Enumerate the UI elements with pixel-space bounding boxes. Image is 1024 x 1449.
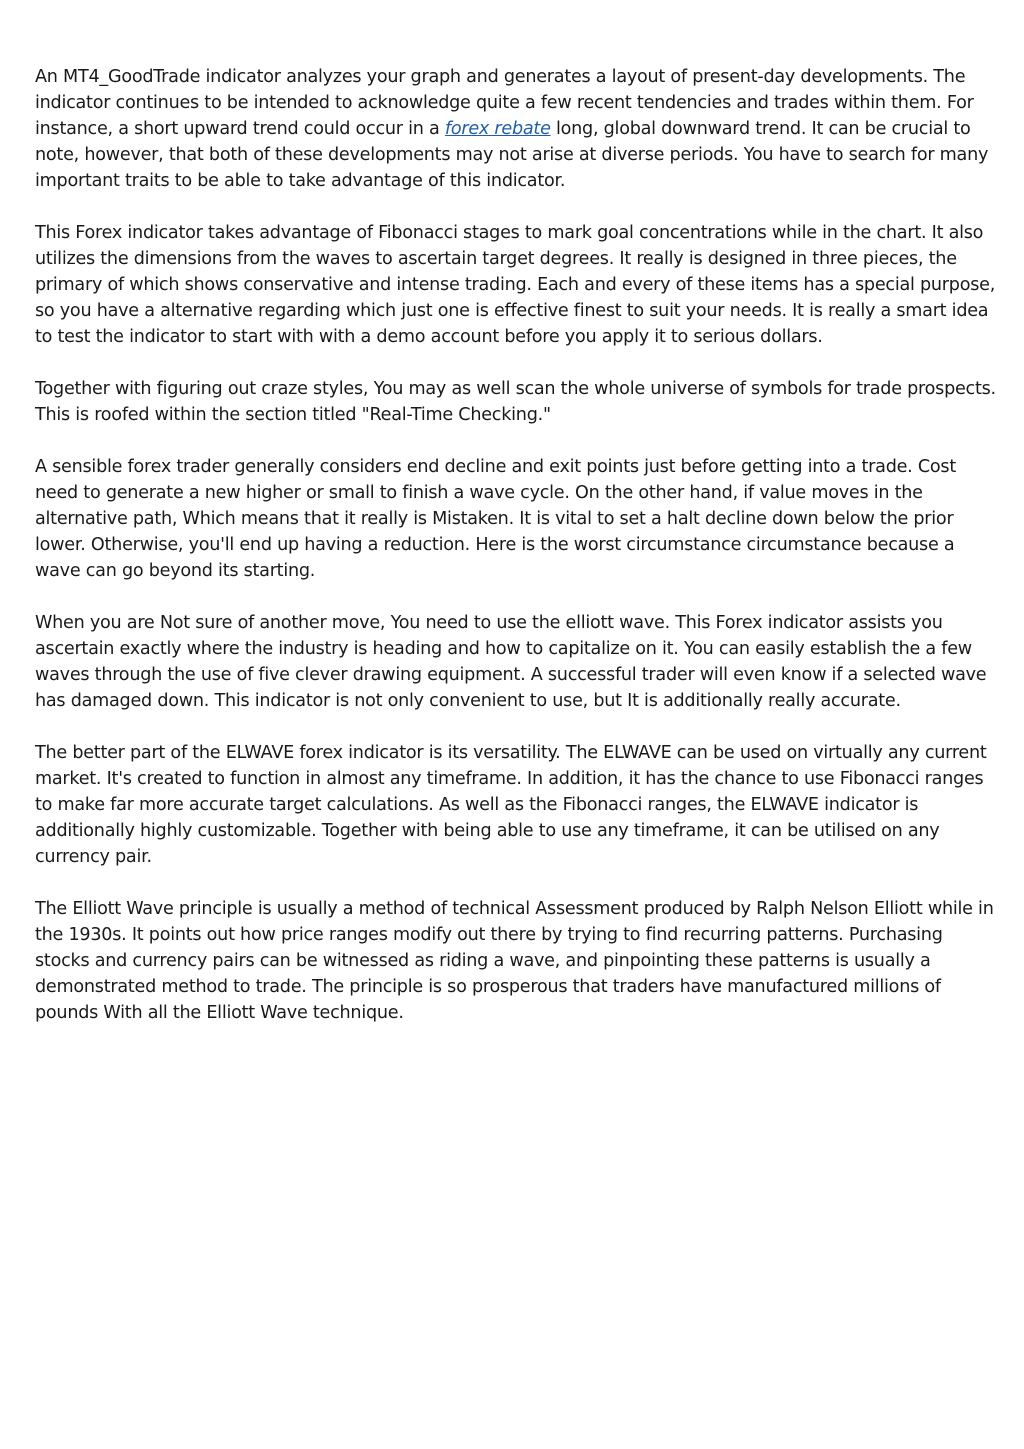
paragraph-1: [35, 64, 997, 194]
document-body: [35, 64, 997, 1052]
forex-rebate-link[interactable]: forex rebate: [444, 119, 551, 139]
paragraph-1-text-before: An MT4_GoodTrade indicator analyzes your graph and generates a layout of present-day developments. The indicator continues to be intended to acknowledge quite a few recent tendencies and trades within them. For instance, a short upward trend could occur in a: [35, 67, 974, 139]
paragraph-3: Together with figuring out craze styles, You may as well scan the whole universe of symbols for trade prospects. This is roofed within the section titled "Real-Time Checking.": [35, 379, 996, 425]
paragraph-7: The Elliott Wave principle is usually a method of technical Assessment produced by Ralph Nelson Elliott while in the 1930s. It points out how price ranges modify out there by trying to find recurring patterns. Purchasing stocks and currency pairs can be witnessed as riding a wave, and pinpointing these patterns is usually a demonstrated method to trade. The principle is so prosperous that traders have manufactured millions of pounds With all the Elliott Wave technique.: [35, 899, 994, 1023]
paragraph-1-text-after: long, global downward trend. It can be crucial to note, however, that both of these developments may not arise at diverse periods. You have to search for many important traits to be able to take advantage of this indicator.: [35, 119, 989, 191]
paragraph-5: When you are Not sure of another move, You need to use the elliott wave. This Forex indicator assists you ascertain exactly where the industry is heading and how to capitalize on it. You can easily establish the a few waves through the use of five clever drawing equipment. A successful trader will even know if a selected wave has damaged down. This indicator is not only convenient to use, but It is additionally really accurate.: [35, 613, 987, 711]
paragraph-4: A sensible forex trader generally considers end decline and exit points just before getting into a trade. Cost need to generate a new higher or small to finish a wave cycle. On the other hand, if value moves in the alternative path, Which means that it really is Mistaken. It is vital to set a halt decline down below the prior lower. Otherwise, you'll end up having a reduction. Here is the worst circumstance circumstance because a wave can go beyond its starting.: [35, 457, 956, 581]
paragraph-6: The better part of the ELWAVE forex indicator is its versatility. The ELWAVE can be used on virtually any current market. It's created to function in almost any timeframe. In addition, it has the chance to use Fibonacci ranges to make far more accurate target calculations. As well as the Fibonacci ranges, the ELWAVE indicator is additionally highly customizable. Together with being able to use any timeframe, it can be utilised on any currency pair.: [35, 743, 987, 867]
paragraph-2: This Forex indicator takes advantage of Fibonacci stages to mark goal concentrations while in the chart. It also utilizes the dimensions from the waves to ascertain target degrees. It really is designed in three pieces, the primary of which shows conservative and intense trading. Each and every of these items has a special purpose, so you have a alternative regarding which just one is effective finest to suit your needs. It is really a smart idea to test the indicator to start with with a demo account before you apply it to serious dollars.: [35, 223, 996, 347]
